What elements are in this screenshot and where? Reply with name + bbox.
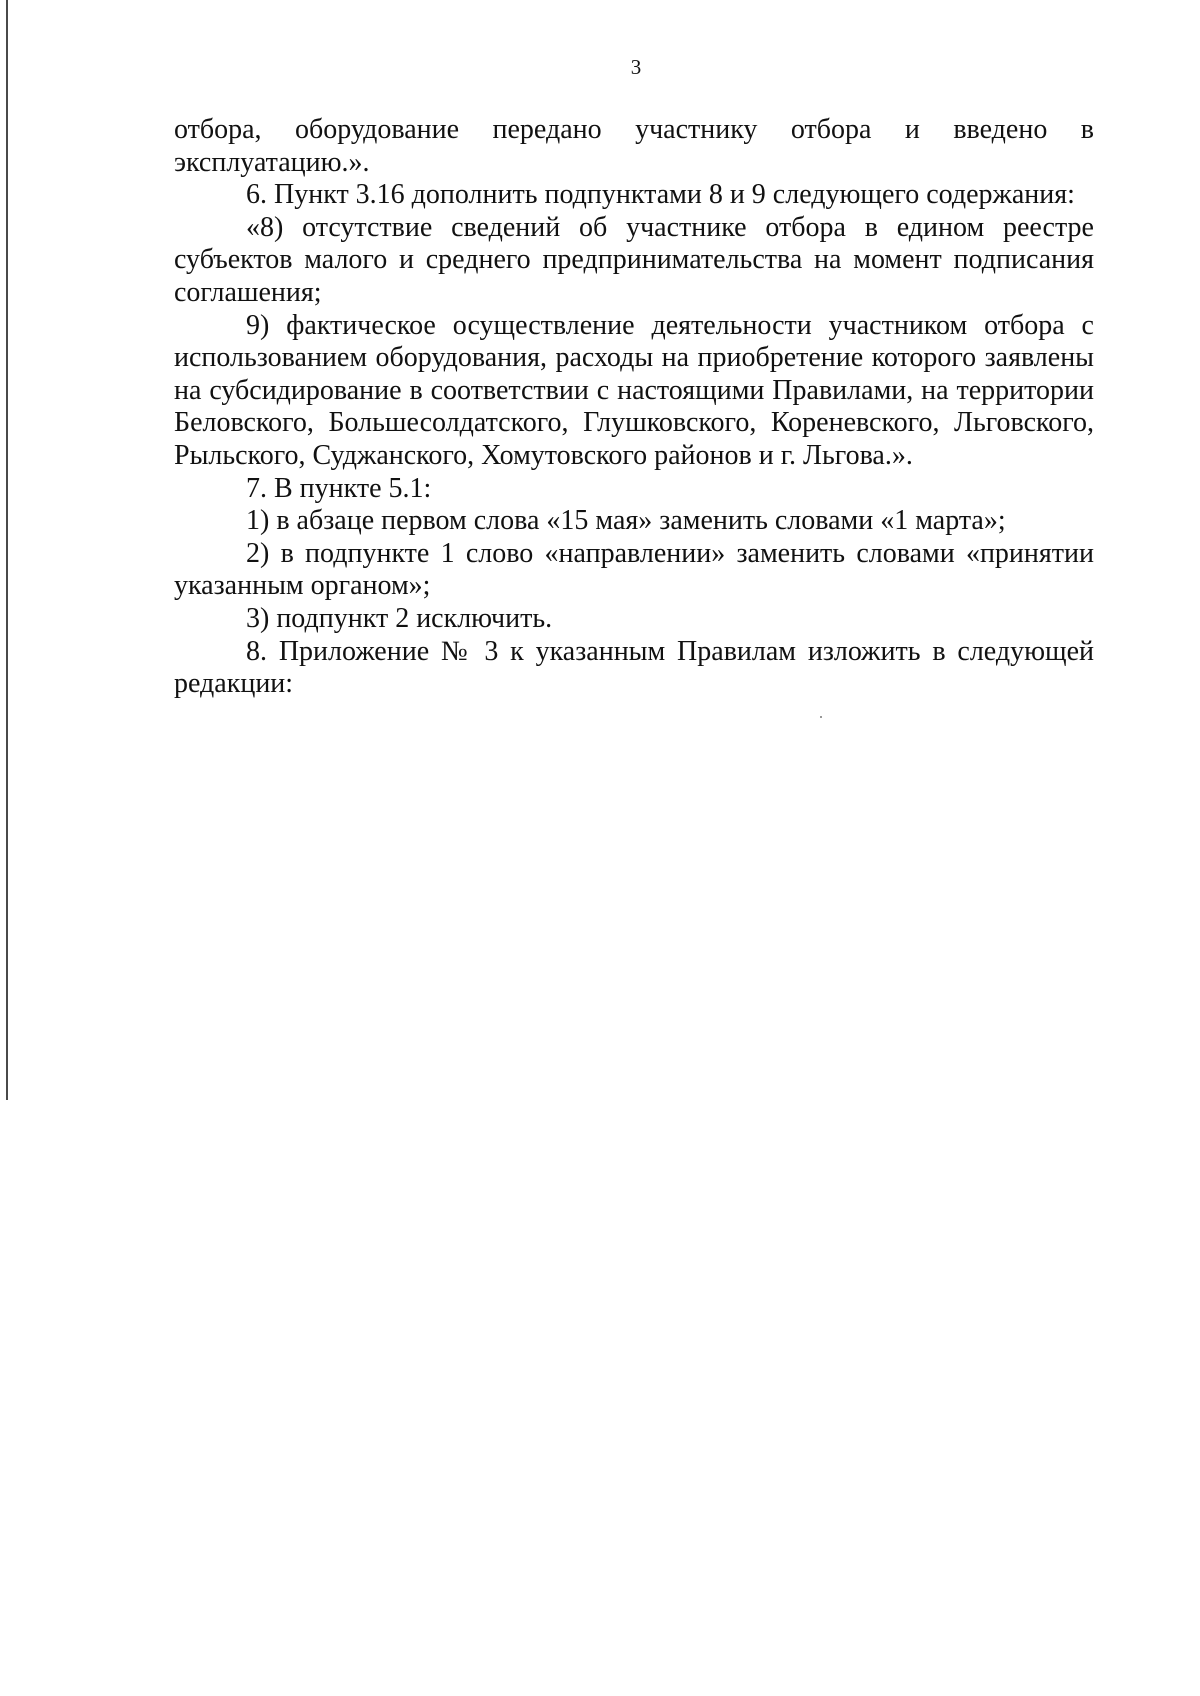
paragraph-item-6: 6. Пункт 3.16 дополнить подпунктами 8 и 9 следующего содержания: [246, 179, 1075, 211]
paragraph-item-7-1: 1) в абзаце первом слова «15 мая» заменить словами «1 марта»; [246, 505, 1006, 537]
scan-edge-line [6, 0, 8, 1100]
paragraph-item-7-3: 3) подпункт 2 исключить. [246, 602, 553, 634]
paragraph-continuation: отбора, оборудование передано участнику отбора и введено в эксплуатацию.». [174, 114, 1094, 178]
page-number: 3 [630, 55, 642, 79]
paragraph-subitem-8: «8) отсутствие сведений об участнике отбора в едином реестре субъектов малого и среднего предпринимательства на момент подписания соглашения; [174, 211, 1094, 308]
document-body [174, 114, 1094, 701]
paragraph-item-7-2: 2) в подпункте 1 слово «направлении» заменить словами «принятии указанным органом»; [174, 537, 1094, 602]
scan-speck [820, 716, 822, 718]
paragraph-item-7: 7. В пункте 5.1: [246, 472, 432, 504]
paragraph-subitem-9: 9) фактическое осуществление деятельности участником отбора с использованием оборудования, расходы на приобретение которого заявлены на субсидирование в соответствии с настоящими Правилами, на территории Беловского, Большесолдатского, Глушковского, Кореневского, Льговского, Рыльского, Суджанского, Хомутовского районов и г. Льгова.». [174, 309, 1094, 471]
paragraph-item-8: 8. Приложение № 3 к указанным Правилам изложить в следующей редакции: [174, 635, 1094, 700]
